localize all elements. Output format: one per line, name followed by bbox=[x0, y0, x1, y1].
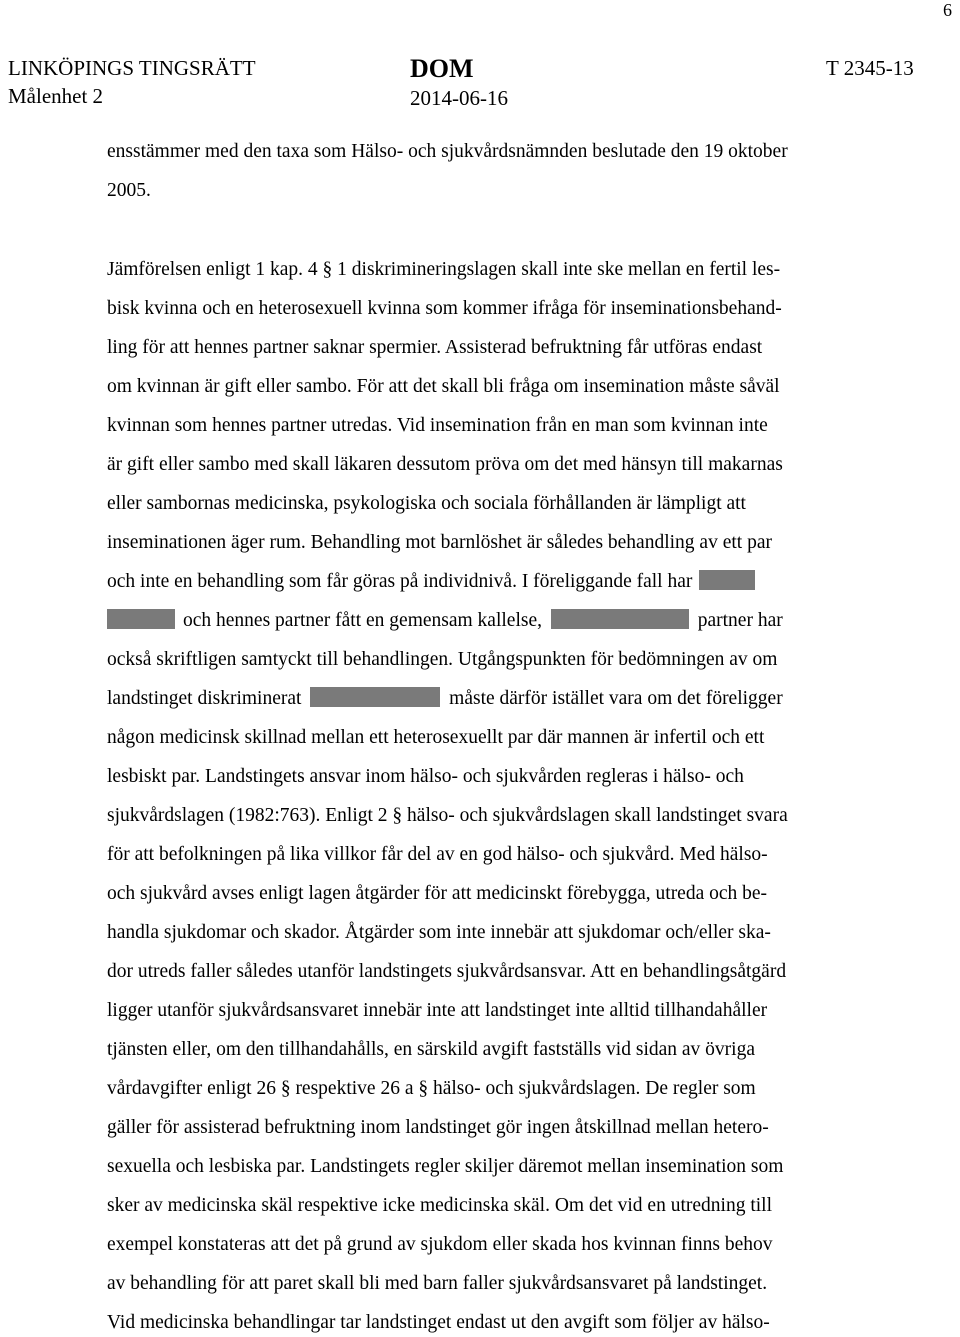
document-type: DOM bbox=[410, 54, 474, 83]
text-line: Vid medicinska behandlingar tar landstinget endast ut den avgift som följer av hälso- bbox=[107, 1312, 770, 1333]
redaction-block bbox=[107, 609, 175, 629]
text-segment: måste därför istället vara om det föreligger bbox=[449, 688, 783, 709]
text-line: eller sambornas medicinska, psykologiska och sociala förhållanden är lämpligt att bbox=[107, 493, 746, 514]
text-line: Jämförelsen enligt 1 kap. 4 § 1 diskrimineringslagen skall inte ske mellan en fertil les- bbox=[107, 259, 781, 280]
text-line: bisk kvinna och en heterosexuell kvinna som kommer ifråga för inseminationsbehand- bbox=[107, 298, 782, 319]
redaction-block bbox=[551, 609, 689, 629]
text-line: sker av medicinska skäl respektive icke medicinska skäl. Om det vid en utredning till bbox=[107, 1195, 772, 1216]
text-line: också skriftligen samtyckt till behandlingen. Utgångspunkten för bedömningen av om bbox=[107, 649, 778, 670]
redaction-block bbox=[310, 687, 440, 707]
text-line: sjukvårdslagen (1982:763). Enligt 2 § hälso- och sjukvårdslagen skall landstinget svara bbox=[107, 805, 788, 826]
text-line: och sjukvård avses enligt lagen åtgärder för att medicinskt förebygga, utreda och be- bbox=[107, 883, 768, 904]
text-line: dor utreds faller således utanför landstingets sjukvårdsansvar. Att en behandlingsåtgärd bbox=[107, 961, 787, 982]
document-date: 2014-06-16 bbox=[410, 86, 508, 110]
text-line: kvinnan som hennes partner utredas. Vid insemination från en man som kvinnan inte bbox=[107, 415, 768, 436]
text-line: någon medicinsk skillnad mellan ett heterosexuellt par där mannen är infertil och ett bbox=[107, 727, 765, 748]
text-line: tjänsten eller, om den tillhandahålls, en särskild avgift fastställs vid sidan av övriga bbox=[107, 1039, 755, 1060]
text-line: handla sjukdomar och skador. Åtgärder som inte innebär att sjukdomar och/eller ska- bbox=[107, 922, 771, 943]
text-line: vårdavgifter enligt 26 § respektive 26 a § hälso- och sjukvårdslagen. De regler som bbox=[107, 1078, 756, 1099]
case-number: T 2345-13 bbox=[826, 56, 914, 80]
redaction-block bbox=[699, 570, 755, 590]
text-line: om kvinnan är gift eller sambo. För att det skall bli fråga om insemination måste såväl bbox=[107, 376, 780, 397]
text-line: sexuella och lesbiska par. Landstingets regler skiljer däremot mellan insemination som bbox=[107, 1156, 784, 1177]
text-segment: och hennes partner fått en gemensam kallelse, bbox=[183, 610, 542, 631]
text-line: ensstämmer med den taxa som Hälso- och sjukvårdsnämnden beslutade den 19 oktober bbox=[107, 141, 788, 162]
text-line: ling för att hennes partner saknar spermier. Assisterad befruktning får utföras endast bbox=[107, 337, 763, 358]
page-number: 6 bbox=[943, 0, 952, 20]
text-line: för att befolkningen på lika villkor får del av en god hälso- och sjukvård. Med hälso- bbox=[107, 844, 768, 865]
text-segment: och inte en behandling som får göras på individnivå. I föreliggande fall har bbox=[107, 571, 693, 592]
court-name: LINKÖPINGS TINGSRÄTT bbox=[8, 56, 256, 80]
text-line: exempel konstateras att det på grund av sjukdom eller skada hos kvinnan finns behov bbox=[107, 1234, 773, 1255]
text-line: 2005. bbox=[107, 180, 151, 201]
text-line: inseminationen äger rum. Behandling mot barnlöshet är således behandling av ett par bbox=[107, 532, 772, 553]
text-line: lesbiskt par. Landstingets ansvar inom hälso- och sjukvården regleras i hälso- och bbox=[107, 766, 744, 787]
text-line: av behandling för att paret skall bli med barn faller sjukvårdsansvaret på landstinget. bbox=[107, 1273, 768, 1294]
text-segment: landstinget diskriminerat bbox=[107, 688, 302, 709]
text-line: är gift eller sambo med skall läkaren dessutom pröva om det med hänsyn till makarnas bbox=[107, 454, 783, 475]
text-line bbox=[107, 687, 783, 711]
court-unit: Målenhet 2 bbox=[8, 84, 104, 108]
text-line: gäller för assisterad befruktning inom landstinget gör ingen åtskillnad mellan hetero- bbox=[107, 1117, 769, 1138]
text-line: ligger utanför sjukvårdsansvaret innebär inte att landstinget inte alltid tillhandahåller bbox=[107, 1000, 768, 1021]
text-segment: partner har bbox=[697, 610, 783, 631]
text-line bbox=[107, 609, 783, 633]
text-line bbox=[107, 570, 755, 594]
